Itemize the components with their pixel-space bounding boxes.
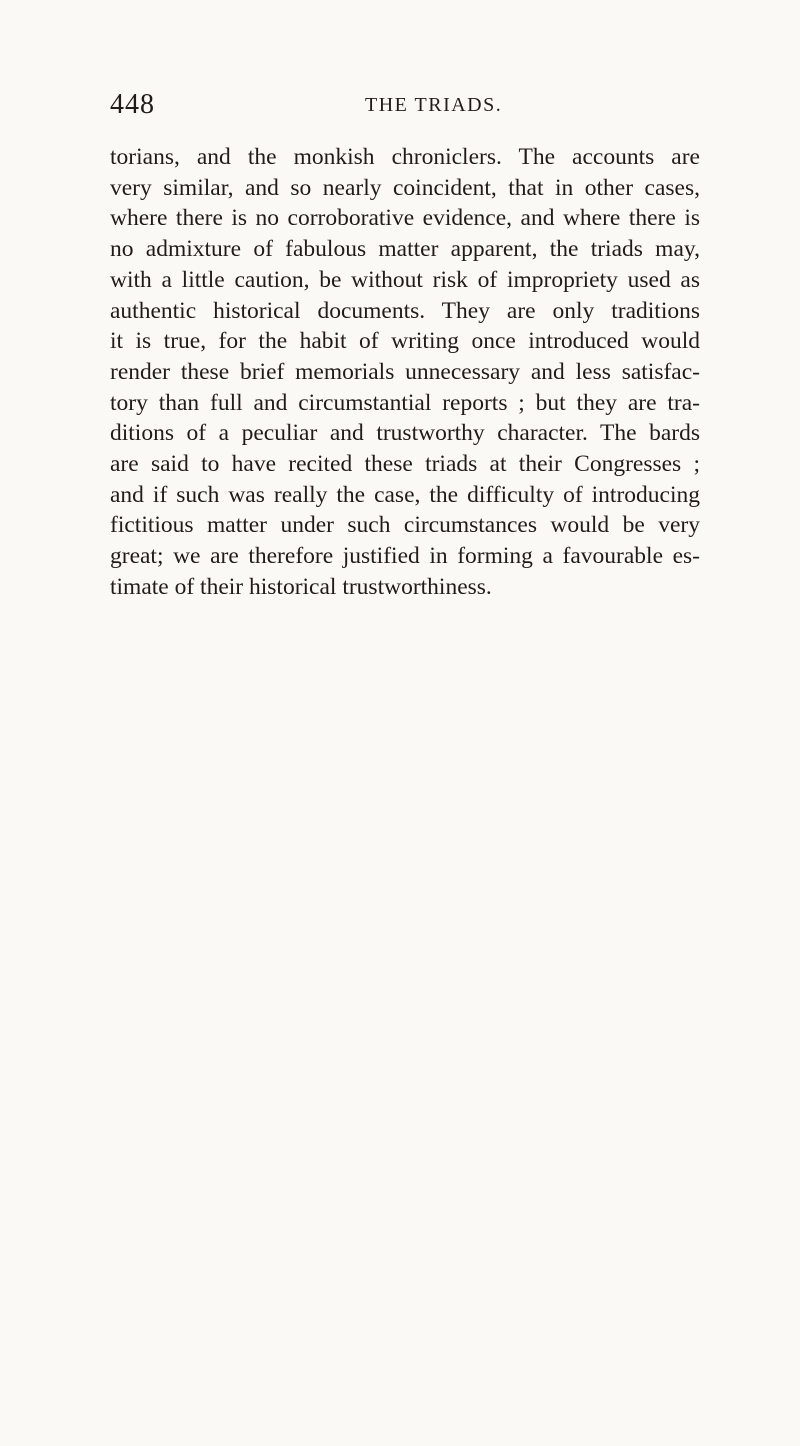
page-number: 448 bbox=[110, 89, 155, 120]
running-head bbox=[110, 88, 700, 128]
text-line: it is true, for the habit of writing once introduced would bbox=[110, 328, 700, 355]
text-line: great; we are therefore justified in forming a favourable es- bbox=[110, 543, 700, 570]
text-line: very similar, and so nearly coincident, that in other cases, bbox=[110, 174, 700, 201]
text-line: no admixture of fabulous matter apparent, the triads may, bbox=[110, 236, 700, 263]
text-line: are said to have recited these triads at their Congresses ; bbox=[110, 451, 700, 478]
text-line: where there is no corroborative evidence, and where there is bbox=[110, 205, 700, 232]
text-line: ditions of a peculiar and trustworthy character. The bards bbox=[110, 420, 700, 447]
text-line: and if such was really the case, the difficulty of introducing bbox=[110, 481, 700, 508]
text-line: fictitious matter under such circumstances would be very bbox=[110, 512, 700, 539]
text-line: authentic historical documents. They are only traditions bbox=[110, 297, 700, 324]
text-line: torians, and the monkish chroniclers. The accounts are bbox=[110, 144, 700, 170]
body-paragraph bbox=[110, 142, 700, 603]
text-line: tory than full and circumstantial reports ; but they are tra- bbox=[110, 389, 700, 416]
text-line: with a little caution, be without risk of impropriety used as bbox=[110, 266, 700, 293]
text-line: timate of their historical trustworthiness. bbox=[110, 573, 492, 600]
running-title: THE TRIADS. bbox=[365, 94, 503, 116]
text-line: render these brief memorials unnecessary and less satisfac- bbox=[110, 358, 700, 385]
